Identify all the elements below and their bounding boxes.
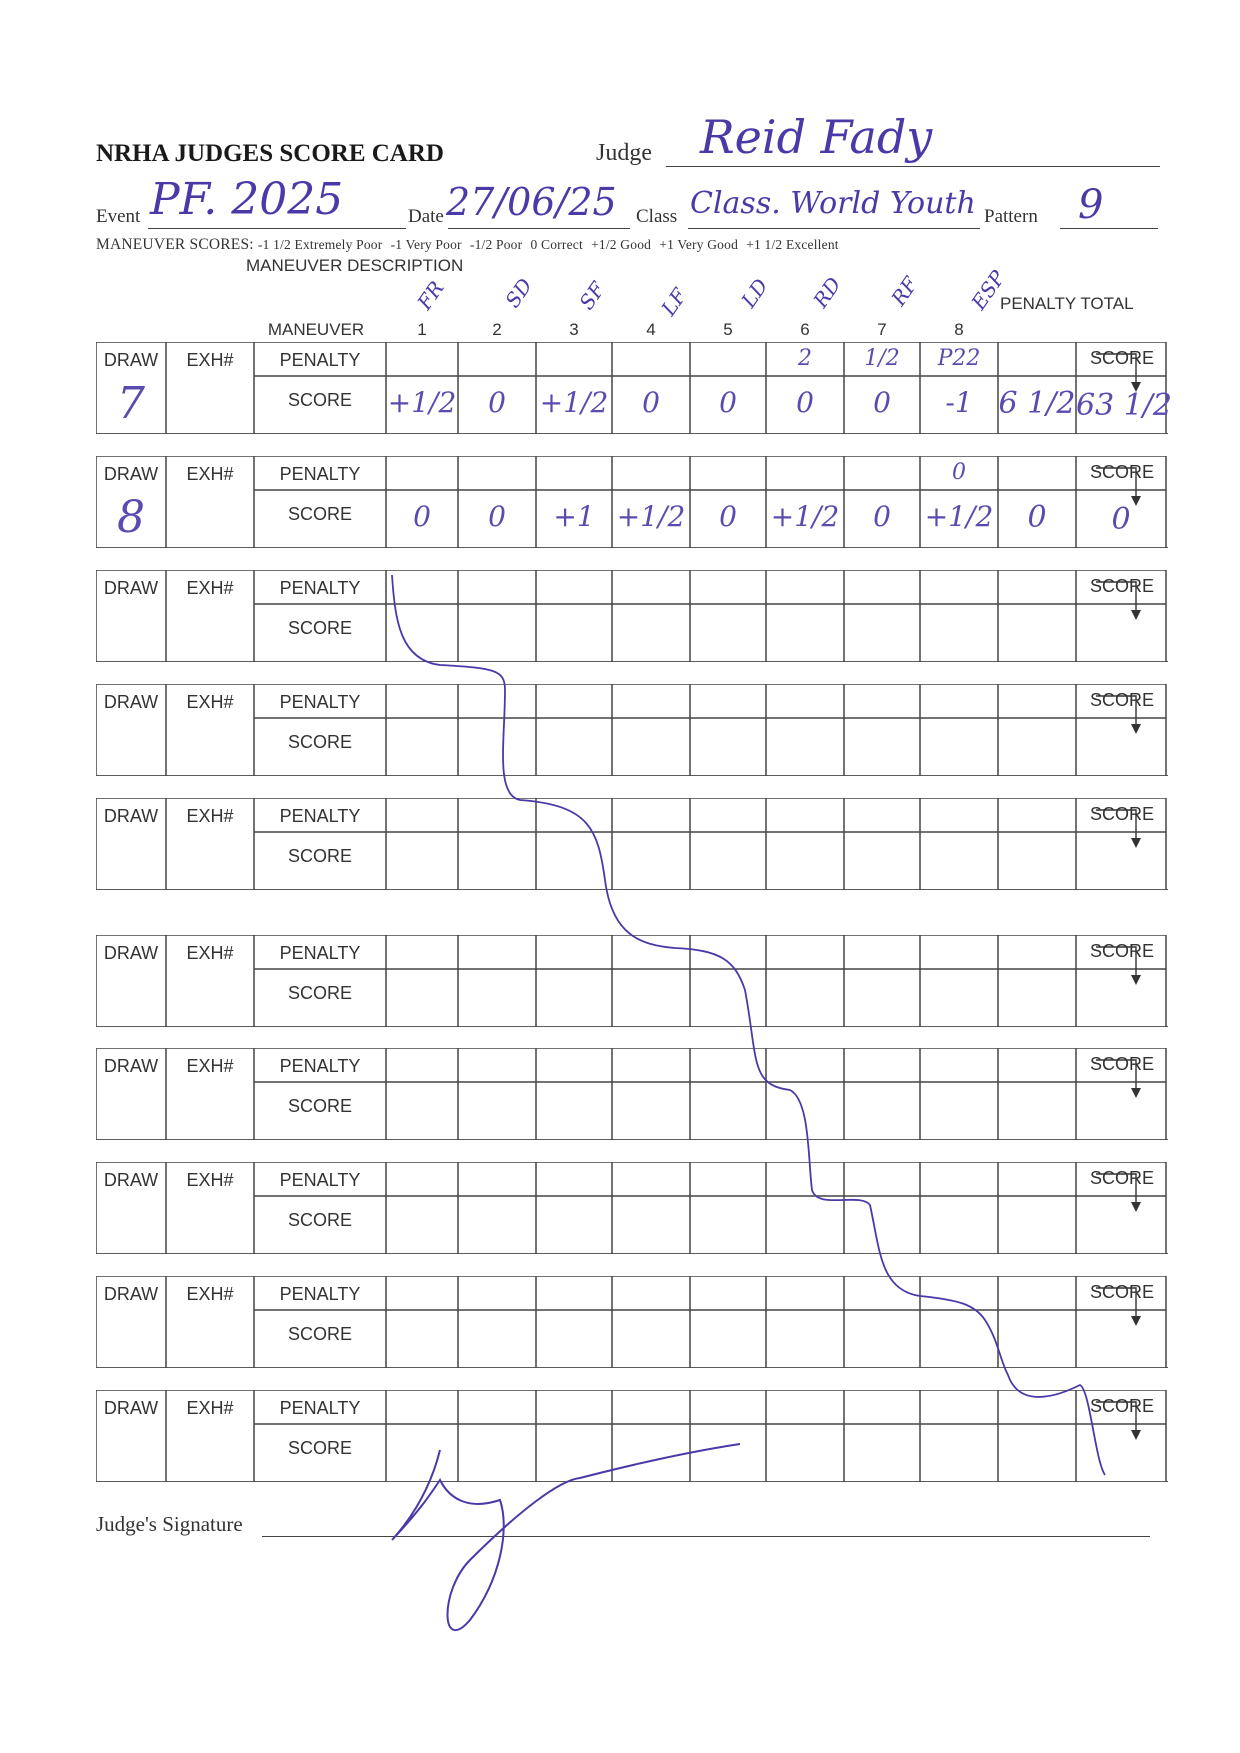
- judge-name[interactable]: Reid Fady: [700, 110, 933, 164]
- class-label: Class: [636, 206, 678, 227]
- maneuver-number-5: 5: [723, 320, 733, 339]
- event-value[interactable]: PF. 2025: [150, 174, 344, 225]
- maneuver-number-3: 3: [569, 320, 579, 339]
- draw-value[interactable]: 7: [117, 378, 145, 429]
- maneuver-number-7: 7: [877, 320, 887, 339]
- total-score-label: SCORE: [1089, 690, 1154, 710]
- total-score-value[interactable]: 63 1/2: [1076, 388, 1172, 423]
- score-cell-8[interactable]: -1: [945, 386, 973, 419]
- exh-label: EXH#: [186, 1284, 234, 1304]
- penalty-label: PENALTY: [279, 464, 361, 484]
- maneuver-description-label: MANEUVER DESCRIPTION: [246, 256, 464, 275]
- class-value[interactable]: Class. World Youth: [690, 186, 976, 221]
- maneuver-number-6: 6: [800, 320, 810, 339]
- penalty-cell-8[interactable]: 0: [952, 460, 966, 485]
- score-cell-2[interactable]: 0: [488, 500, 506, 533]
- exh-label: EXH#: [186, 806, 234, 826]
- penalty-label: PENALTY: [279, 692, 361, 712]
- score-cell-1[interactable]: 0: [413, 500, 431, 533]
- maneuver-code-3: SF: [574, 277, 610, 314]
- exh-label: EXH#: [186, 464, 234, 484]
- penalty-cell-6[interactable]: 2: [798, 346, 812, 371]
- signature-label: Judge's Signature: [96, 1512, 243, 1536]
- date-value[interactable]: 27/06/25: [446, 180, 617, 224]
- penalty-label: PENALTY: [279, 578, 361, 598]
- exh-label: EXH#: [186, 350, 234, 370]
- penalty-label: PENALTY: [279, 806, 361, 826]
- exh-label: EXH#: [186, 1056, 234, 1076]
- total-score-label: SCORE: [1089, 1396, 1154, 1416]
- score-cell-2[interactable]: 0: [488, 386, 506, 419]
- maneuver-code-7: RF: [886, 272, 923, 310]
- total-score-label: SCORE: [1089, 1054, 1154, 1074]
- pattern-label: Pattern: [984, 206, 1038, 227]
- signature-mark: [392, 1444, 740, 1630]
- maneuver-code-2: SD: [500, 273, 538, 312]
- maneuver-number-4: 4: [646, 320, 656, 339]
- score-label: SCORE: [287, 1324, 352, 1344]
- exh-label: EXH#: [186, 1398, 234, 1418]
- maneuver-number-8: 8: [954, 320, 964, 339]
- strike-through-line: [392, 575, 1105, 1475]
- draw-label: DRAW: [103, 1170, 159, 1190]
- total-score-label: SCORE: [1089, 348, 1154, 368]
- score-cell-4[interactable]: +1/2: [616, 500, 686, 533]
- penalty-label: PENALTY: [279, 1398, 361, 1418]
- total-score-value[interactable]: 0: [1111, 502, 1131, 537]
- maneuver-number-1: 1: [417, 320, 427, 339]
- penalty-cell-7[interactable]: 1/2: [864, 346, 900, 371]
- score-cell-5[interactable]: 0: [719, 386, 737, 419]
- total-score-label: SCORE: [1089, 804, 1154, 824]
- score-label: SCORE: [287, 504, 352, 524]
- score-label: SCORE: [287, 846, 352, 866]
- draw-label: DRAW: [103, 806, 159, 826]
- score-cell-6[interactable]: +1/2: [770, 500, 840, 533]
- score-label: SCORE: [287, 1210, 352, 1230]
- draw-label: DRAW: [103, 1056, 159, 1076]
- total-score-label: SCORE: [1089, 1282, 1154, 1302]
- maneuver-number-2: 2: [492, 320, 502, 339]
- maneuver-code-4: LF: [656, 283, 692, 320]
- penalty-label: PENALTY: [279, 1056, 361, 1076]
- total-score-label: SCORE: [1089, 462, 1154, 482]
- draw-label: DRAW: [103, 350, 159, 370]
- draw-label: DRAW: [103, 1284, 159, 1304]
- penalty-label: PENALTY: [279, 943, 361, 963]
- maneuver-code-8: ESP: [966, 266, 1010, 314]
- score-cell-7[interactable]: 0: [873, 500, 891, 533]
- draw-label: DRAW: [103, 578, 159, 598]
- total-score-label: SCORE: [1089, 576, 1154, 596]
- judge-label: Judge: [596, 140, 652, 166]
- maneuver-code-1: FR: [412, 276, 449, 314]
- maneuver-scores-scale: MANEUVER SCORES: -1 1/2 Extremely Poor -1 Very Poor -1/2 Poor 0 Correct +1/2 Good +1 Very Good +1 1/2 Excellent: [96, 236, 839, 253]
- draw-label: DRAW: [103, 943, 159, 963]
- score-label: SCORE: [287, 983, 352, 1003]
- total-score-label: SCORE: [1089, 1168, 1154, 1188]
- score-cell-7[interactable]: 0: [873, 386, 891, 419]
- date-label: Date: [408, 206, 444, 227]
- score-label: SCORE: [287, 618, 352, 638]
- penalty-total-value[interactable]: 6 1/2: [998, 386, 1076, 421]
- card-title: NRHA JUDGES SCORE CARD: [96, 140, 444, 167]
- maneuver-code-5: LD: [736, 274, 773, 312]
- score-cell-3[interactable]: +1/2: [539, 386, 609, 419]
- pattern-value[interactable]: 9: [1078, 182, 1104, 228]
- score-cell-4[interactable]: 0: [642, 386, 660, 419]
- exh-label: EXH#: [186, 578, 234, 598]
- score-cell-1[interactable]: +1/2: [387, 386, 457, 419]
- score-cell-5[interactable]: 0: [719, 500, 737, 533]
- maneuver-label: MANEUVER: [267, 320, 365, 339]
- penalty-label: PENALTY: [279, 1284, 361, 1304]
- penalty-total-value[interactable]: 0: [1027, 500, 1047, 535]
- score-cell-3[interactable]: +1: [553, 500, 595, 533]
- event-label: Event: [96, 206, 141, 227]
- draw-value[interactable]: 8: [117, 492, 145, 543]
- score-label: SCORE: [287, 390, 352, 410]
- score-cell-8[interactable]: +1/2: [924, 500, 994, 533]
- penalty-cell-8[interactable]: P22: [937, 346, 981, 371]
- exh-label: EXH#: [186, 692, 234, 712]
- penalty-label: PENALTY: [279, 350, 361, 370]
- draw-label: DRAW: [103, 464, 159, 484]
- score-cell-6[interactable]: 0: [796, 386, 814, 419]
- penalty-total-label: PENALTY TOTAL: [1000, 294, 1134, 313]
- maneuver-code-6: RD: [808, 272, 846, 312]
- draw-label: DRAW: [103, 692, 159, 712]
- exh-label: EXH#: [186, 1170, 234, 1190]
- draw-label: DRAW: [103, 1398, 159, 1418]
- penalty-label: PENALTY: [279, 1170, 361, 1190]
- exh-label: EXH#: [186, 943, 234, 963]
- score-label: SCORE: [287, 1096, 352, 1116]
- total-score-label: SCORE: [1089, 941, 1154, 961]
- score-label: SCORE: [287, 732, 352, 752]
- score-label: SCORE: [287, 1438, 352, 1458]
